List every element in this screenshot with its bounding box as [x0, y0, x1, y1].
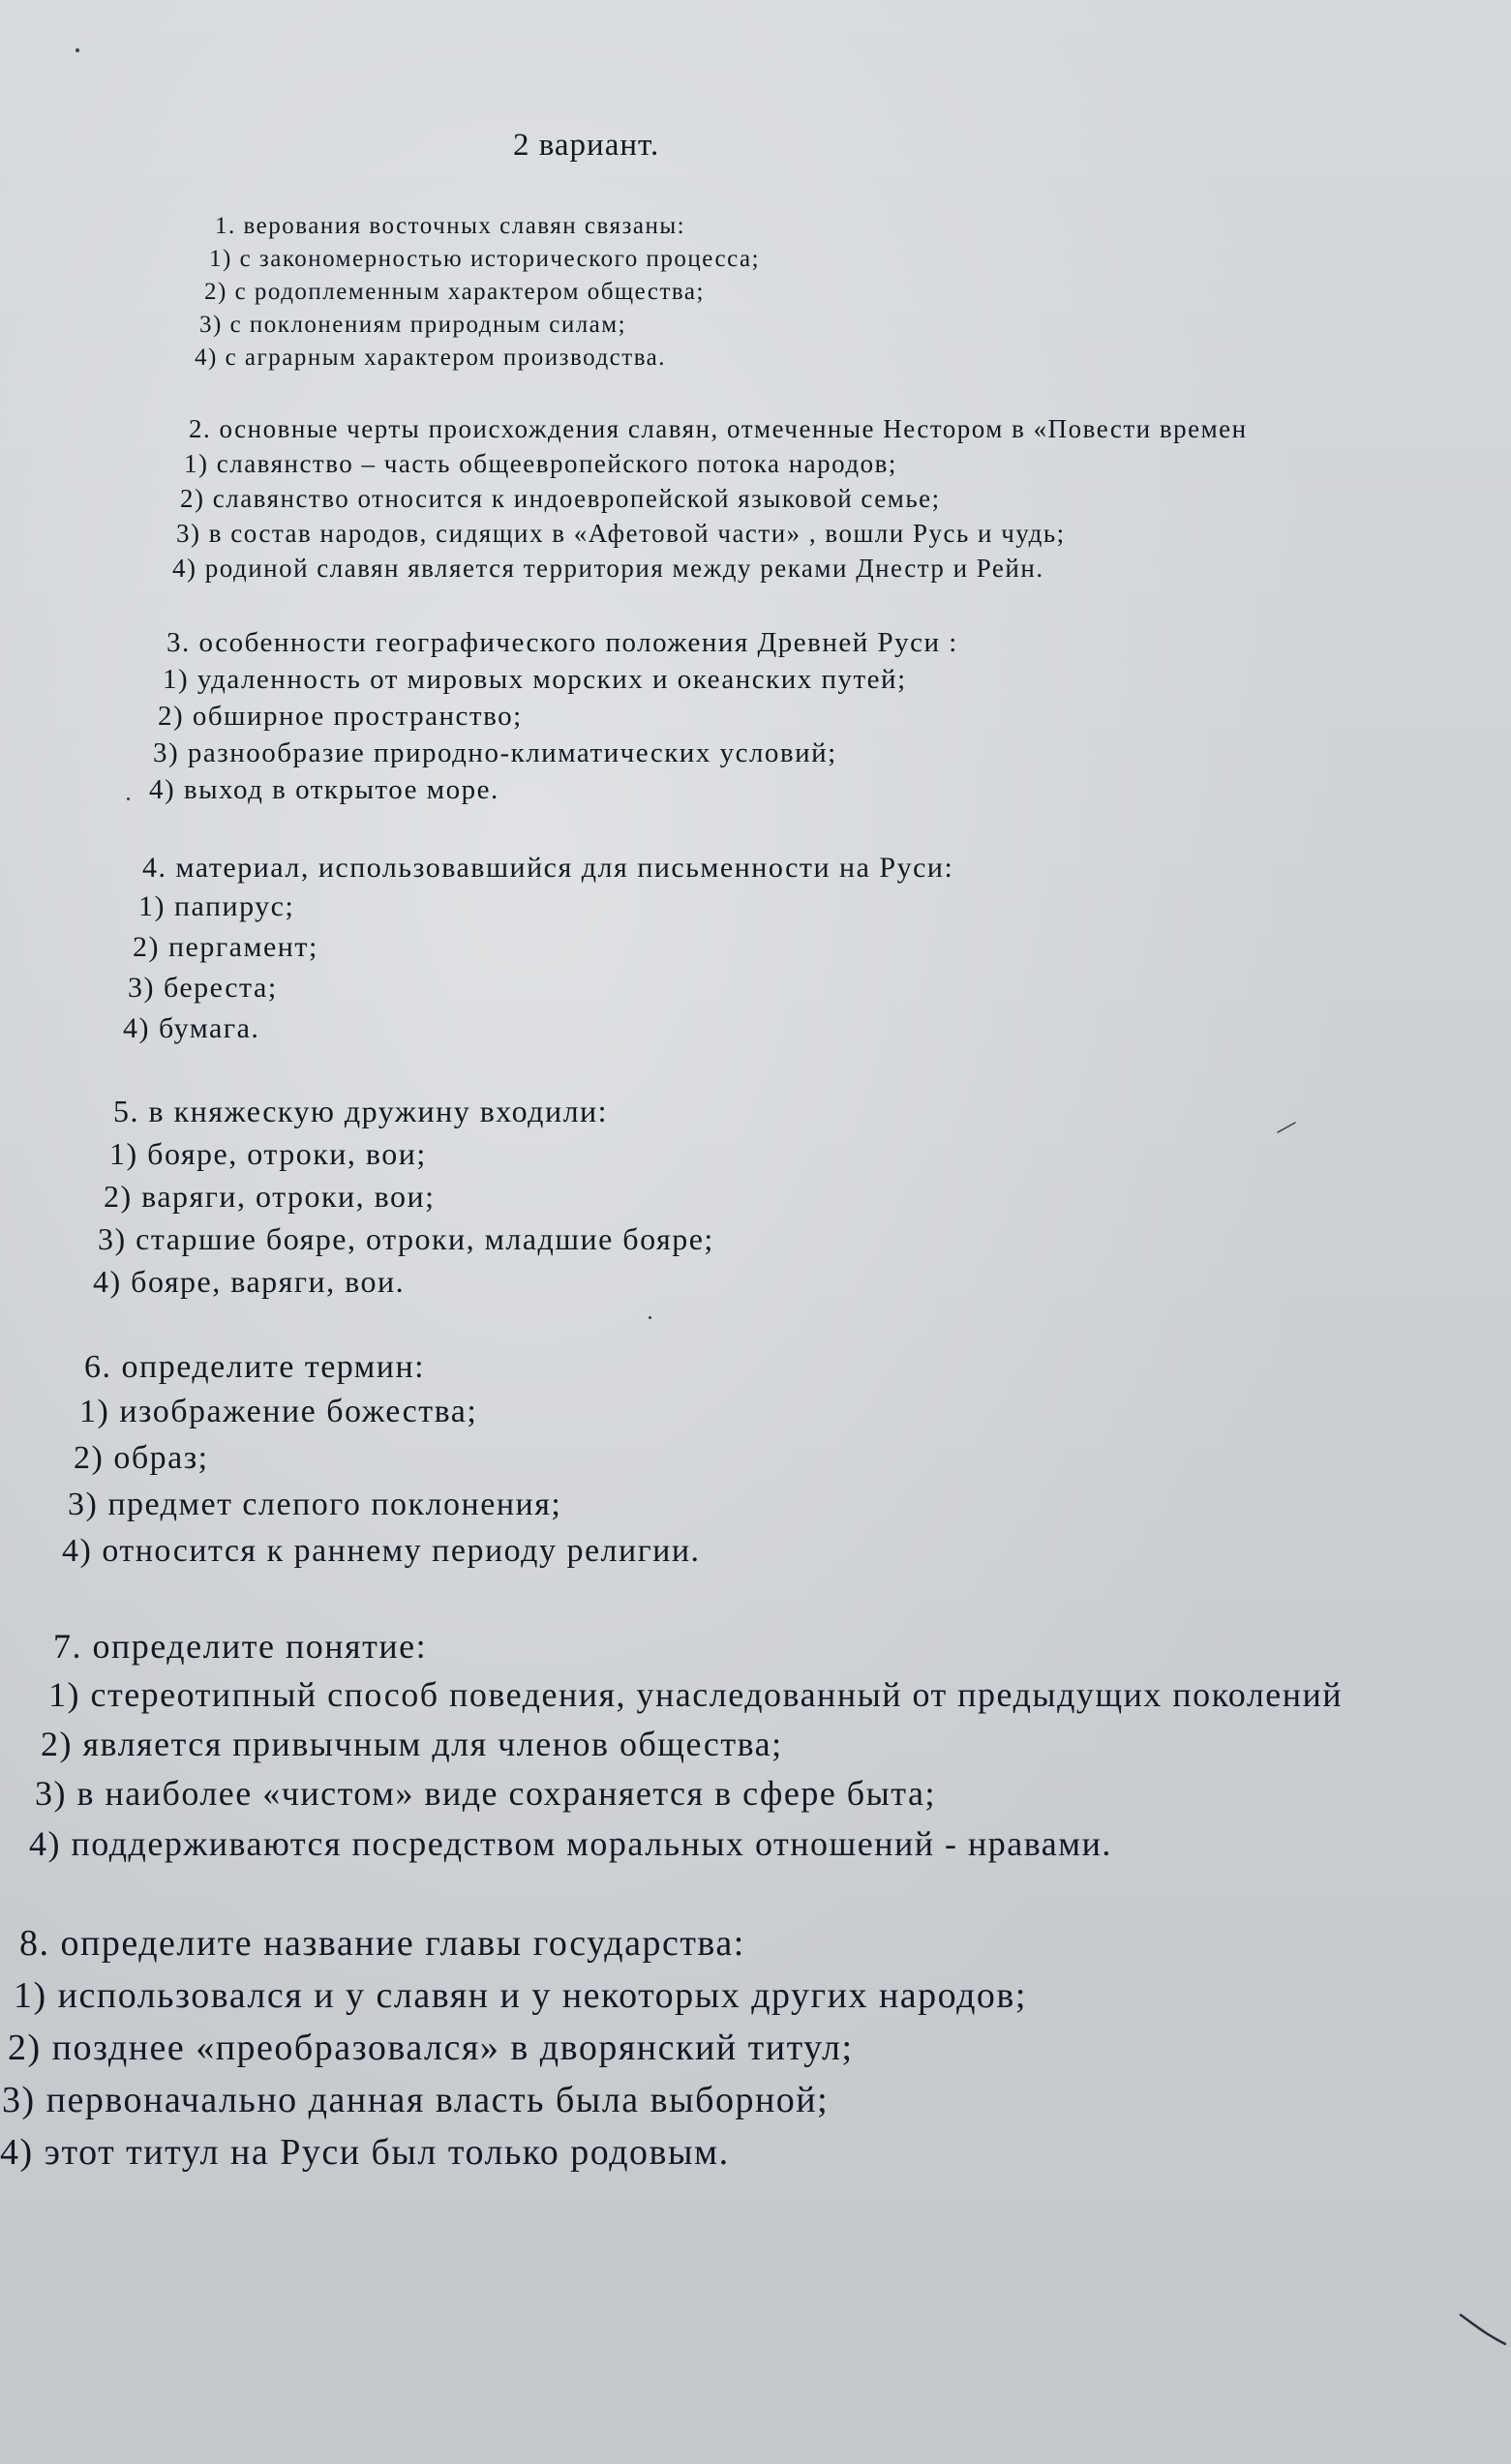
question-4-option-2: 2) пергамент; [133, 931, 318, 963]
question-5-option-3: 3) старшие бояре, отроки, младшие бояре; [98, 1221, 714, 1256]
question-6-option-1: 1) изображение божества; [79, 1394, 478, 1429]
question-7-option-3: 3) в наиболее «чистом» виде сохраняется в сфере быта; [35, 1774, 936, 1813]
question-7-option-1: 1) стереотипный способ поведения, унаследованный от предыдущих поколений [48, 1675, 1344, 1714]
question-1-option-1: 1) с закономерностью исторического процесса; [209, 246, 761, 272]
question-3-prompt: 3. особенности географического положения Древней Руси : [166, 627, 958, 658]
question-1-option-4: 4) с аграрным характером производства. [195, 345, 667, 371]
paper-speck [76, 48, 79, 52]
question-5-option-1: 1) бояре, отроки, вои; [109, 1136, 427, 1171]
question-6-prompt: 6. определите термин: [84, 1349, 426, 1385]
question-6-option-3: 3) предмет слепого поклонения; [68, 1487, 562, 1522]
paper-speck [649, 1316, 651, 1319]
question-8-prompt: 8. определите название главы государства: [19, 1923, 745, 1964]
variant-title: 2 вариант. [513, 128, 660, 163]
question-4-prompt: 4. материал, использовавшийся для письменности на Руси: [142, 852, 954, 884]
question-6-option-4: 4) относится к раннему периоду религии. [62, 1533, 701, 1569]
pencil-stroke-icon [1276, 1121, 1299, 1134]
question-3-option-1: 1) удаленность от мировых морских и океанских путей; [163, 664, 907, 695]
question-3-option-3: 3) разнообразие природно-климатических условий; [153, 737, 837, 768]
question-7-prompt: 7. определите понятие: [53, 1627, 428, 1666]
question-3-option-4: 4) выход в открытое море. [149, 774, 499, 805]
question-1-prompt: 1. верования восточных славян связаны: [215, 213, 686, 239]
question-5-option-2: 2) варяги, отроки, вои; [104, 1179, 436, 1214]
question-8-option-4: 4) этот титул на Руси был только родовым. [0, 2132, 730, 2173]
question-6-option-2: 2) образ; [74, 1440, 209, 1476]
question-8-option-2: 2) позднее «преобразовался» в дворянский титул; [8, 2028, 854, 2068]
question-4-option-1: 1) папирус; [138, 890, 295, 922]
question-7-option-2: 2) является привычным для членов общества; [41, 1725, 783, 1763]
question-4-option-4: 4) бумага. [123, 1012, 260, 1044]
question-1-option-2: 2) с родоплеменным характером общества; [204, 279, 705, 305]
question-7-option-4: 4) поддерживаются посредством моральных отношений - нравами. [29, 1824, 1112, 1863]
question-1-option-3: 3) с поклонениям природным силам; [199, 312, 627, 338]
question-3-option-2: 2) обширное пространство; [158, 701, 523, 732]
paper-speck [127, 797, 130, 800]
question-4-option-3: 3) береста; [128, 972, 278, 1004]
question-5-prompt: 5. в княжескую дружину входили: [113, 1094, 609, 1128]
question-2-option-4: 4) родиной славян является территория между реками Днестр и Рейн. [172, 554, 1044, 583]
question-5-option-4: 4) бояре, варяги, вои. [93, 1264, 406, 1299]
question-8-option-1: 1) использовался и у славян и у некоторых других народов; [14, 1975, 1027, 2016]
question-8-option-3: 3) первоначально данная власть была выборной; [2, 2080, 830, 2120]
question-2-option-3: 3) в состав народов, сидящих в «Афетовой части» , вошли Русь и чудь; [176, 519, 1066, 548]
question-2-option-1: 1) славянство – часть общеевропейского потока народов; [184, 449, 897, 478]
question-2-prompt: 2. основные черты происхождения славян, отмеченные Нестором в «Повести времен [189, 414, 1248, 443]
question-2-option-2: 2) славянство относится к индоевропейской языковой семье; [180, 484, 941, 513]
pen-mark-icon [1457, 2311, 1511, 2350]
